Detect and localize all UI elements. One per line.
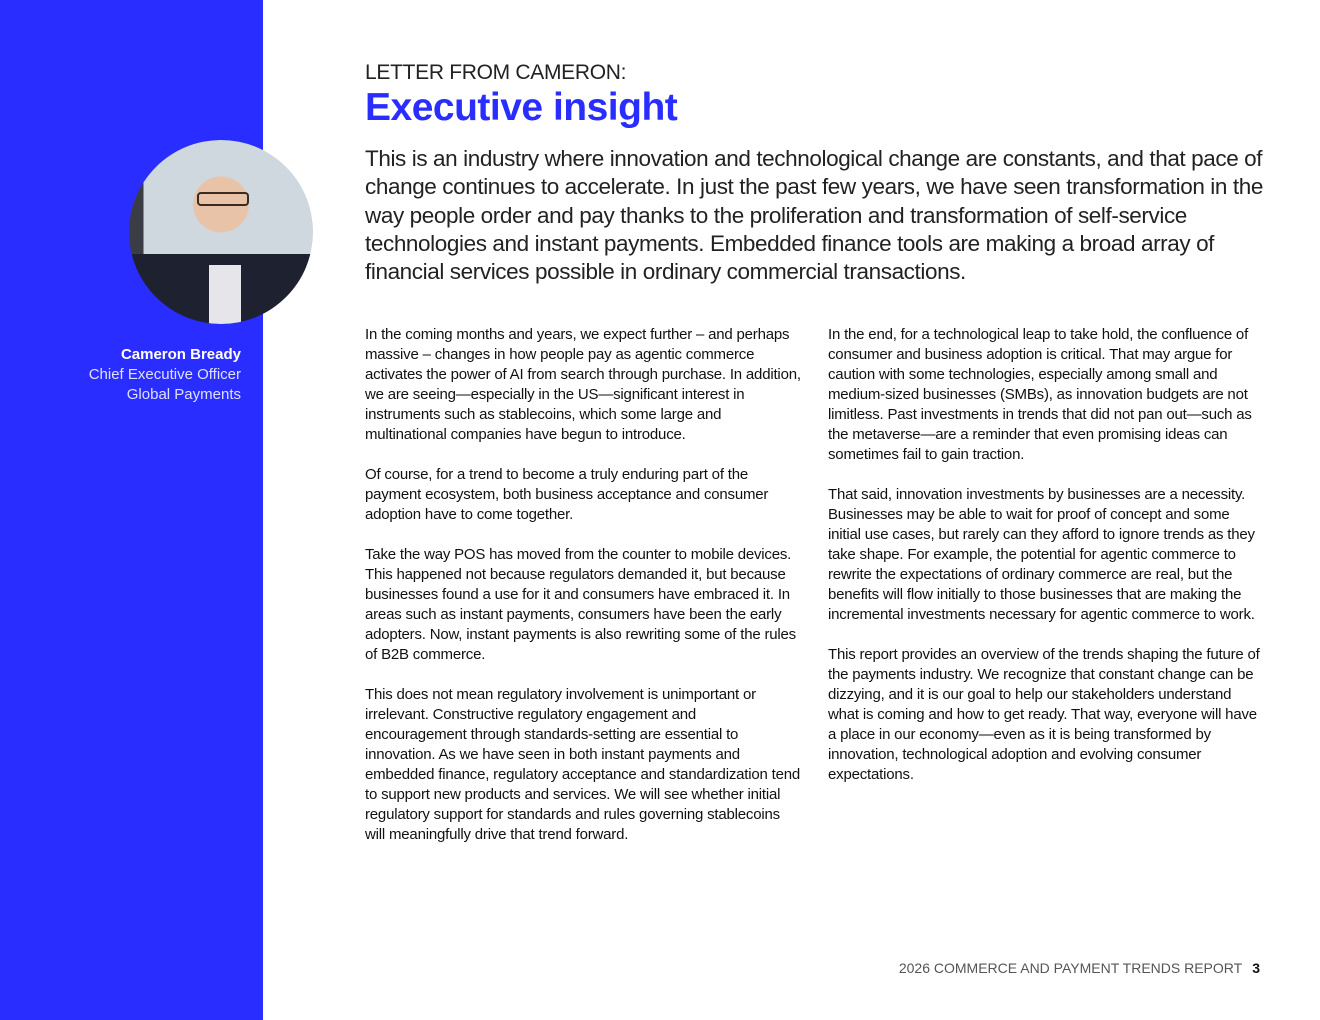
page-title: Executive insight	[365, 86, 678, 129]
body-column-right	[828, 325, 1264, 805]
photo-glasses	[197, 192, 249, 206]
author-company: Global Payments	[126, 386, 241, 403]
page-footer	[899, 960, 1260, 976]
paragraph: Of course, for a trend to become a truly enduring part of the payment ecosystem, both business acceptance and consumer adoption have to come together.	[365, 466, 769, 523]
report-title: 2026 COMMERCE AND PAYMENT TRENDS REPORT	[898, 960, 1243, 976]
author-name: Cameron Bready	[120, 346, 241, 363]
lede-paragraph: This is an industry where innovation and technological change are constants, and that pace of change continues to accelerate. In just the past few years, we have seen transformation in the way people order and pay thanks to the proliferation and transformation of self-service technologies and instant payments. Embedded finance tools are making a broad array of financial services possible in ordinary commercial transactions.	[365, 146, 1263, 285]
kicker: LETTER FROM CAMERON:	[365, 61, 627, 84]
paragraph: That said, innovation investments by businesses are a necessity. Businesses may be able to wait for proof of concept and some initial use cases, but rarely can they afford to ignore trends as they take shape. For example, the potential for agentic commerce to rewrite the expectations of ordinary commerce are real, but the benefits will flow initially to those businesses that are making the incremental investments necessary for agentic commerce to work.	[828, 486, 1255, 623]
paragraph: In the end, for a technological leap to take hold, the confluence of consumer and business adoption is critical. That may argue for caution with some technologies, especially among small and medium-sized businesses (SMBs), as innovation budgets are not limitless. Past investments in trends that did not pan out—such as the metaverse—are a reminder that even promising ideas can sometimes fail to gain traction.	[828, 326, 1252, 463]
author-info	[89, 345, 241, 405]
paragraph: This report provides an overview of the trends shaping the future of the payments industry. We recognize that constant change can be dizzying, and it is our goal to help our stakeholders understand what is coming and how to get ready. That way, everyone will have a place in our economy—even as it is being transformed by innovation, technological adoption and evolving consumer expectations.	[828, 646, 1260, 783]
photo-shirt	[209, 265, 241, 324]
author-role: Chief Executive Officer	[88, 366, 241, 383]
paragraph: Take the way POS has moved from the counter to mobile devices. This happened not because regulators demanded it, but because businesses found a use for it and consumers have embraced it. In areas such as instant payments, consumers have been the early adopters. Now, instant payments is also rewriting some of the rules of B2B commerce.	[365, 546, 796, 663]
paragraph: In the coming months and years, we expect further – and perhaps massive – changes in how people pay as agentic commerce activates the power of AI from search through purchase. In addition, we are seeing—especially in the US—significant interest in instruments such as stablecoins, which some large and multinational companies have begun to introduce.	[365, 326, 801, 443]
paragraph: This does not mean regulatory involvement is unimportant or irrelevant. Constructive regulatory engagement and encouragement through standards-setting are essential to innovation. As we have seen in both instant payments and embedded finance, regulatory acceptance and standardization tend to support new products and services. We will see whether initial regulatory support for standards and rules governing stablecoins will meaningfully drive that trend forward.	[365, 686, 801, 843]
author-photo	[129, 140, 313, 324]
body-column-left	[365, 325, 801, 865]
page-number: 3	[1252, 960, 1260, 976]
